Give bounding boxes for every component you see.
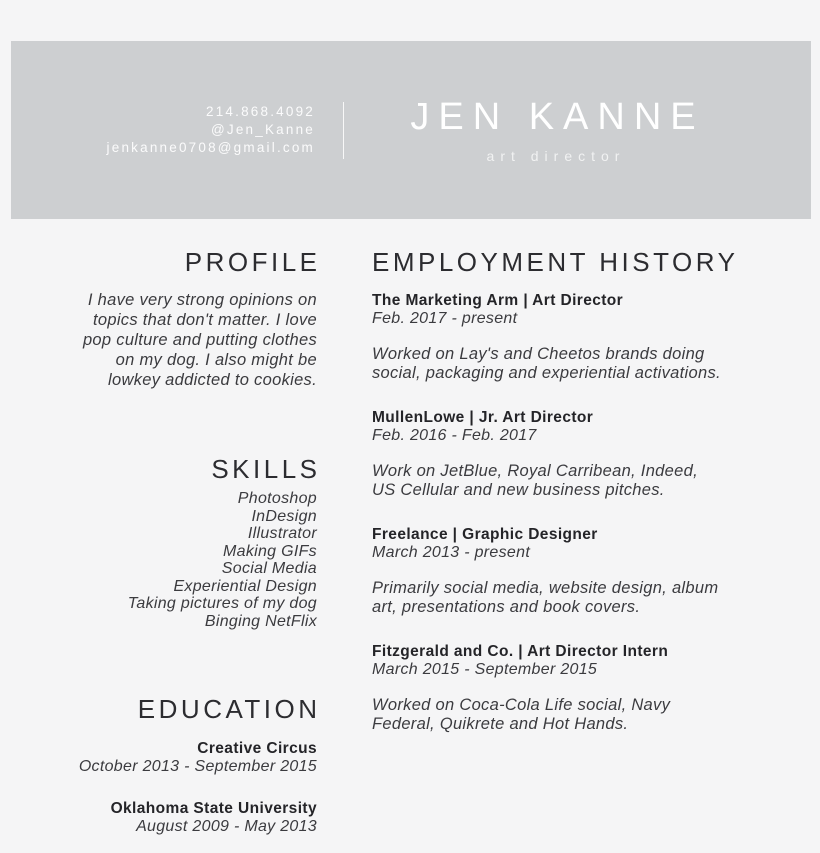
profile-line: lowkey addicted to cookies. xyxy=(108,371,317,389)
contact-twitter-handle: @Jen_Kanne xyxy=(210,122,315,137)
skill-item: Experiential Design xyxy=(173,577,317,595)
profile-line: on my dog. I also might be xyxy=(115,351,317,369)
job-entry xyxy=(372,292,740,383)
job-entry xyxy=(372,643,740,734)
profile-heading: PROFILE xyxy=(184,247,321,277)
school-name: Oklahoma State University xyxy=(110,800,317,817)
contact-phone: 214.868.4092 xyxy=(206,104,315,119)
job-entry-description xyxy=(372,696,740,734)
job-description-line: Work on JetBlue, Royal Carribean, Indeed, xyxy=(372,462,698,480)
school-name: Creative Circus xyxy=(197,740,317,757)
school-dates: August 2009 - May 2013 xyxy=(136,818,317,835)
skill-item: Binging NetFlix xyxy=(204,612,317,630)
job-entry-description xyxy=(372,345,740,383)
education-entries xyxy=(55,740,317,836)
job-entry-title: MullenLowe | Jr. Art Director xyxy=(372,409,594,426)
profile-line: pop culture and putting clothes xyxy=(82,331,317,349)
job-entry-description xyxy=(372,579,740,617)
profile-line: I have very strong opinions on xyxy=(87,291,317,309)
education-entry xyxy=(55,800,317,836)
skill-item: Taking pictures of my dog xyxy=(127,595,317,612)
education-section xyxy=(55,694,321,836)
job-entry-dates: March 2013 - present xyxy=(372,544,531,561)
job-entry xyxy=(372,409,740,500)
profile-section xyxy=(55,247,321,390)
job-description-line: US Cellular and new business pitches. xyxy=(372,481,665,499)
job-entry-dates: March 2015 - September 2015 xyxy=(372,661,598,678)
job-description-line: social, packaging and experiential activations. xyxy=(372,364,721,382)
job-list xyxy=(372,292,740,734)
job-entry-dates: Feb. 2016 - Feb. 2017 xyxy=(372,427,537,444)
skills-list xyxy=(55,490,317,630)
profile-line: topics that don't matter. I love xyxy=(93,311,317,329)
person-job-title: art director xyxy=(486,148,626,164)
employment-column xyxy=(372,248,740,734)
job-entry xyxy=(372,526,740,617)
job-description-line: Primarily social media, website design, album xyxy=(372,579,719,597)
employment-heading: EMPLOYMENT HISTORY xyxy=(372,247,739,277)
skill-item: Illustrator xyxy=(247,525,317,542)
job-entry-title: Fitzgerald and Co. | Art Director Intern xyxy=(372,643,669,660)
skills-section xyxy=(55,454,321,630)
education-entry xyxy=(55,740,317,776)
job-entry-title: The Marketing Arm | Art Director xyxy=(372,292,624,309)
skill-item: Social Media xyxy=(221,560,317,577)
contact-email: jenkanne0708@gmail.com xyxy=(106,140,315,155)
job-entry-title: Freelance | Graphic Designer xyxy=(372,526,598,543)
job-description-line: art, presentations and book covers. xyxy=(372,598,641,616)
job-description-line: Worked on Coca-Cola Life social, Navy xyxy=(372,696,671,714)
name-block xyxy=(373,96,733,164)
person-name: JEN KANNE xyxy=(410,96,705,138)
job-entry-description xyxy=(372,462,740,500)
skills-heading: SKILLS xyxy=(211,454,321,484)
school-dates: October 2013 - September 2015 xyxy=(78,758,317,775)
job-description-line: Worked on Lay's and Cheetos brands doing xyxy=(372,345,705,363)
education-heading: EDUCATION xyxy=(137,694,321,724)
vertical-divider xyxy=(343,102,344,159)
skill-item: InDesign xyxy=(251,507,317,525)
contact-info xyxy=(11,103,315,157)
left-column xyxy=(55,247,321,836)
job-description-line: Federal, Quikrete and Hot Hands. xyxy=(372,715,629,733)
profile-text xyxy=(55,290,317,390)
job-entry-dates: Feb. 2017 - present xyxy=(372,310,518,327)
header-band xyxy=(11,41,811,219)
skill-item: Photoshop xyxy=(237,490,317,507)
skill-item: Making GIFs xyxy=(223,542,317,560)
